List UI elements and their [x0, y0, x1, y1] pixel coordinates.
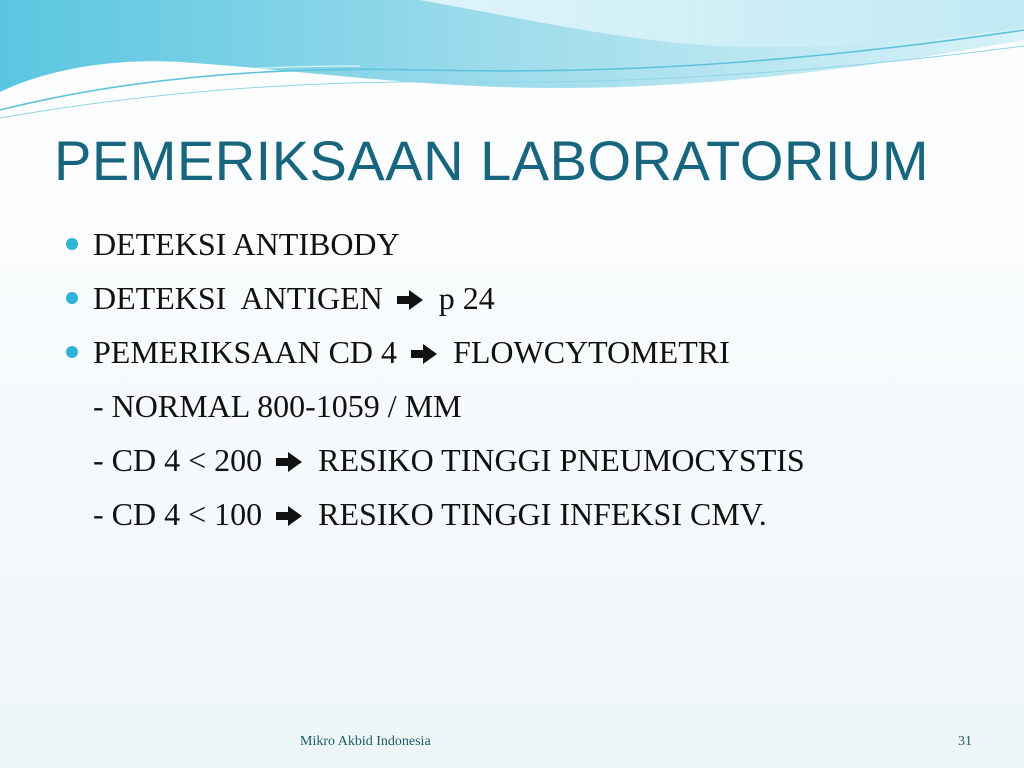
sub-text: - CD 4 < 200 — [93, 442, 263, 478]
bullet-item — [64, 276, 994, 330]
bullet-text: PEMERIKSAAN CD 4 — [93, 334, 398, 370]
bullet-text: DETEKSI ANTIGEN — [93, 280, 383, 316]
sub-item — [64, 438, 994, 492]
arrow-right-icon — [395, 288, 425, 312]
bullet-item — [64, 222, 994, 276]
sub-text-result: RESIKO TINGGI PNEUMOCYSTIS — [318, 442, 805, 478]
slide-title: PEMERIKSAAN LABORATORIUM — [54, 129, 929, 192]
footer-text: Mikro Akbid Indonesia — [300, 734, 431, 749]
arrow-right-icon — [274, 504, 304, 528]
bullet-icon — [66, 238, 78, 250]
arrow-right-icon — [274, 450, 304, 474]
slide-body — [64, 222, 994, 546]
bullet-text-result: FLOWCYTOMETRI — [453, 334, 730, 370]
sub-text: - NORMAL 800-1059 / MM — [93, 388, 462, 424]
bullet-icon — [66, 292, 78, 304]
sub-text: - CD 4 < 100 — [93, 496, 263, 532]
arrow-right-icon — [409, 342, 439, 366]
sub-text-result: RESIKO TINGGI INFEKSI CMV. — [318, 496, 767, 532]
bullet-item — [64, 330, 994, 384]
header-wave-decoration — [0, 0, 1024, 130]
sub-item — [64, 384, 994, 438]
bullet-icon — [66, 346, 78, 358]
bullet-text: DETEKSI ANTIBODY — [93, 226, 400, 262]
sub-item — [64, 492, 994, 546]
slide-number: 31 — [958, 734, 972, 749]
bullet-text-result: p 24 — [438, 280, 495, 316]
